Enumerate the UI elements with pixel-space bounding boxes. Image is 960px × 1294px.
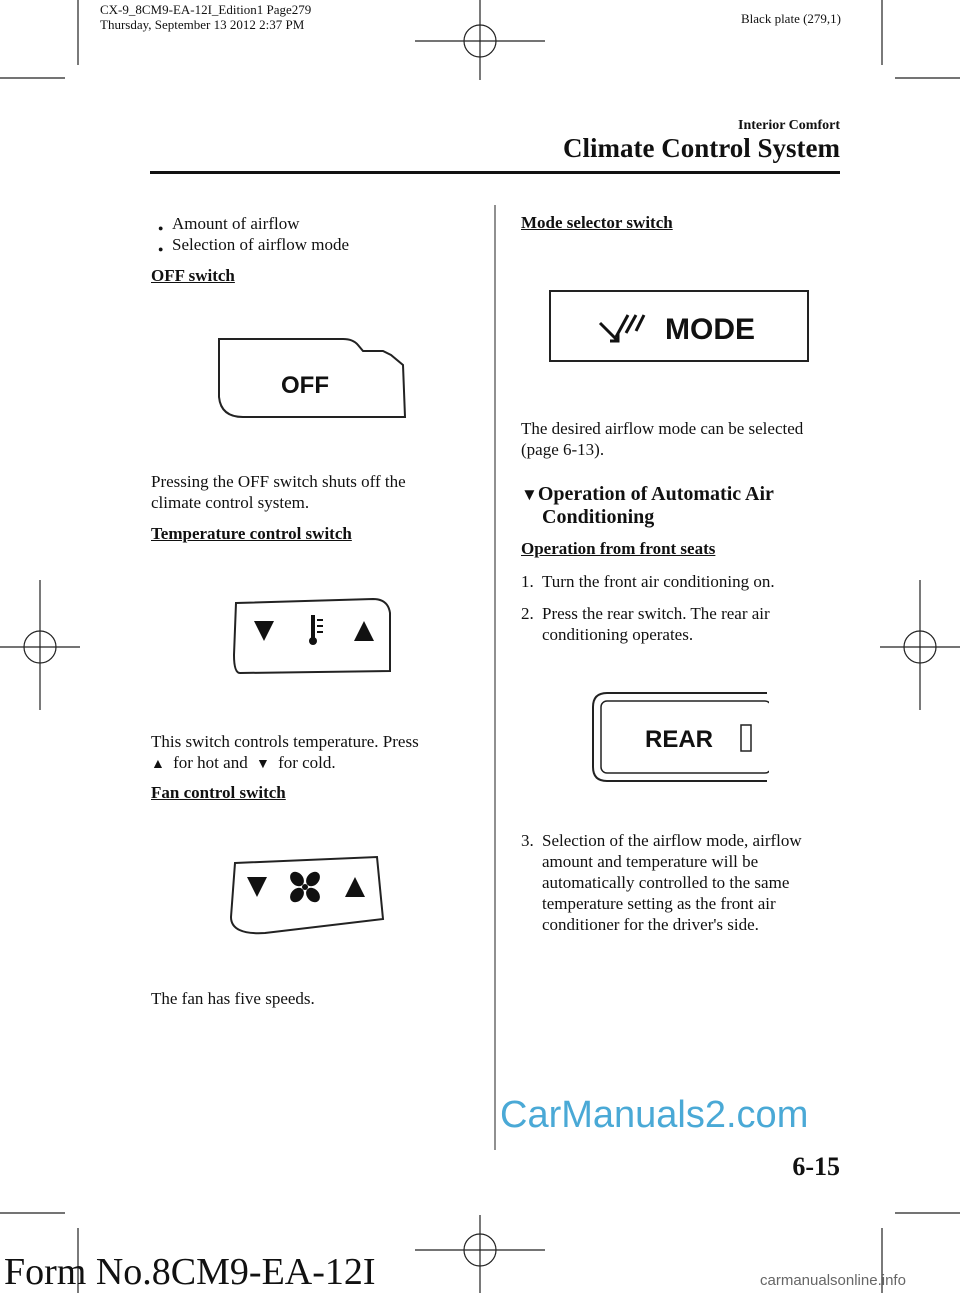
mode-text: The desired airflow mode can be selected (page 6-13). bbox=[521, 419, 804, 459]
rear-switch-label: REAR bbox=[644, 726, 714, 753]
print-info-line1: CX-9_8CM9-EA-12I_Edition1 Page279 bbox=[100, 2, 312, 17]
off-switch-text: Pressing the OFF switch shuts off the climate control system. bbox=[151, 472, 406, 512]
auto-ac-heading bbox=[521, 483, 774, 529]
fan-switch-illustration bbox=[225, 853, 395, 939]
rear-switch-illustration bbox=[589, 689, 769, 785]
step-text: Press the rear switch. The rear air conditioning operates. bbox=[542, 604, 770, 644]
off-switch-illustration bbox=[213, 333, 413, 423]
step-number: 3. bbox=[521, 831, 534, 850]
temperature-switch-illustration bbox=[228, 595, 398, 677]
mode-switch-heading: Mode selector switch bbox=[521, 213, 673, 232]
bullet-item: ● Amount of airflow bbox=[172, 213, 299, 234]
hot-text: for hot and bbox=[173, 753, 248, 772]
header-rule bbox=[150, 171, 840, 174]
print-info-line2: Thursday, September 13 2012 2:37 PM bbox=[100, 17, 305, 32]
watermark-site: carmanualsonline.info bbox=[760, 1272, 906, 1289]
form-number: Form No.8CM9-EA-12I bbox=[4, 1251, 376, 1293]
mode-switch-illustration bbox=[548, 289, 810, 363]
plate-info: Black plate (279,1) bbox=[741, 11, 841, 26]
bullet-item: ● Selection of airflow mode bbox=[172, 234, 349, 255]
page-number: 6-15 bbox=[792, 1152, 840, 1181]
print-info bbox=[100, 2, 311, 32]
step-number: 1. bbox=[521, 572, 534, 591]
temperature-switch-heading: Temperature control switch bbox=[151, 524, 352, 543]
down-arrow-icon: ▼ bbox=[255, 757, 270, 772]
mode-switch-label: MODE bbox=[665, 313, 755, 346]
temperature-text: This switch controls temperature. Press bbox=[151, 732, 419, 751]
auto-ac-heading-line1: Operation of Automatic Air bbox=[537, 483, 774, 505]
up-arrow-icon: ▲ bbox=[151, 757, 165, 772]
step-number: 2. bbox=[521, 604, 534, 623]
step-text: Turn the front air conditioning on. bbox=[542, 572, 775, 591]
front-seats-heading: Operation from front seats bbox=[521, 539, 716, 558]
cold-text: for cold. bbox=[278, 753, 336, 772]
page-title: Climate Control System bbox=[563, 133, 840, 163]
fan-text: The fan has five speeds. bbox=[151, 989, 315, 1008]
fan-switch-heading: Fan control switch bbox=[151, 783, 286, 802]
section-label: Interior Comfort bbox=[738, 118, 840, 133]
auto-ac-heading-line2: Conditioning bbox=[542, 506, 655, 528]
off-switch-heading: OFF switch bbox=[151, 266, 235, 285]
temperature-text-line2 bbox=[151, 752, 336, 775]
triangle-marker-icon: ▼ bbox=[521, 485, 538, 504]
step-text: Selection of the airflow mode, airflow amount and temperature will be automatically controlled to the same temperature setting as the front air conditioner for the driver's side. bbox=[542, 831, 802, 934]
watermark: CarManuals2.com bbox=[500, 1094, 809, 1136]
off-switch-label: OFF bbox=[281, 372, 329, 399]
